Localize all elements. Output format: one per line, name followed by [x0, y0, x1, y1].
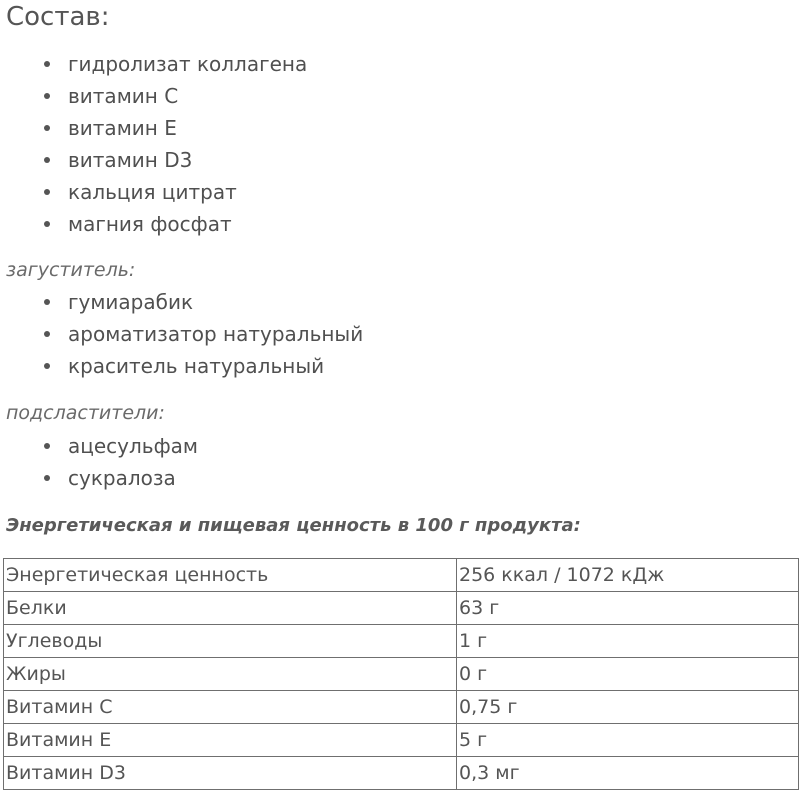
list-item — [0, 48, 307, 80]
list-item-label: гумиарабик — [68, 290, 194, 314]
list-item — [0, 318, 363, 350]
sweeteners-heading: подсластители: — [6, 402, 165, 424]
bullet-icon — [44, 157, 50, 163]
bullet-icon — [44, 221, 50, 227]
nutrition-heading: Энергетическая и пищевая ценность в 100 г продукта: — [6, 515, 581, 536]
nutrient-value-cell: 0 г — [457, 658, 799, 691]
thickener-heading: загуститель: — [6, 259, 136, 281]
list-item-label: ароматизатор натуральный — [68, 322, 364, 346]
table-row — [4, 757, 799, 790]
thickener-list — [0, 286, 363, 382]
sweeteners-list — [0, 430, 198, 494]
nutrient-value-cell: 5 г — [457, 724, 799, 757]
list-item-label: витамин С — [68, 84, 179, 108]
list-item-label: ацесульфам — [68, 434, 199, 458]
table-row — [4, 658, 799, 691]
nutrient-name-cell: Углеводы — [4, 625, 457, 658]
list-item-label: магния фосфат — [68, 212, 232, 236]
nutrient-value-cell: 0,3 мг — [457, 757, 799, 790]
list-item-label: гидролизат коллагена — [68, 52, 308, 76]
bullet-icon — [44, 475, 50, 481]
table-row — [4, 559, 799, 592]
nutrient-name-cell: Жиры — [4, 658, 457, 691]
list-item — [0, 144, 307, 176]
table-row — [4, 691, 799, 724]
table-row — [4, 724, 799, 757]
list-item — [0, 176, 307, 208]
list-item — [0, 112, 307, 144]
bullet-icon — [44, 443, 50, 449]
bullet-icon — [44, 331, 50, 337]
nutrient-value-cell: 0,75 г — [457, 691, 799, 724]
list-item — [0, 350, 363, 382]
bullet-icon — [44, 189, 50, 195]
list-item — [0, 286, 363, 318]
table-row — [4, 625, 799, 658]
list-item — [0, 462, 198, 494]
nutrient-name-cell: Витамин D3 — [4, 757, 457, 790]
list-item-label: витамин Е — [68, 116, 177, 140]
nutrient-name-cell: Энергетическая ценность — [4, 559, 457, 592]
composition-list — [0, 48, 307, 240]
nutrient-value-cell: 63 г — [457, 592, 799, 625]
bullet-icon — [44, 61, 50, 67]
list-item-label: кальция цитрат — [68, 180, 237, 204]
composition-heading: Состав: — [6, 2, 110, 32]
nutrition-table — [3, 558, 799, 790]
bullet-icon — [44, 93, 50, 99]
bullet-icon — [44, 125, 50, 131]
bullet-icon — [44, 299, 50, 305]
list-item-label: краситель натуральный — [68, 354, 325, 378]
nutrient-name-cell: Белки — [4, 592, 457, 625]
list-item — [0, 208, 307, 240]
list-item-label: витамин D3 — [68, 148, 193, 172]
bullet-icon — [44, 363, 50, 369]
nutrient-name-cell: Витамин Е — [4, 724, 457, 757]
nutrient-name-cell: Витамин С — [4, 691, 457, 724]
nutrient-value-cell: 1 г — [457, 625, 799, 658]
list-item-label: сукралоза — [68, 466, 176, 490]
list-item — [0, 430, 198, 462]
nutrient-value-cell: 256 ккал / 1072 кДж — [457, 559, 799, 592]
table-row — [4, 592, 799, 625]
list-item — [0, 80, 307, 112]
